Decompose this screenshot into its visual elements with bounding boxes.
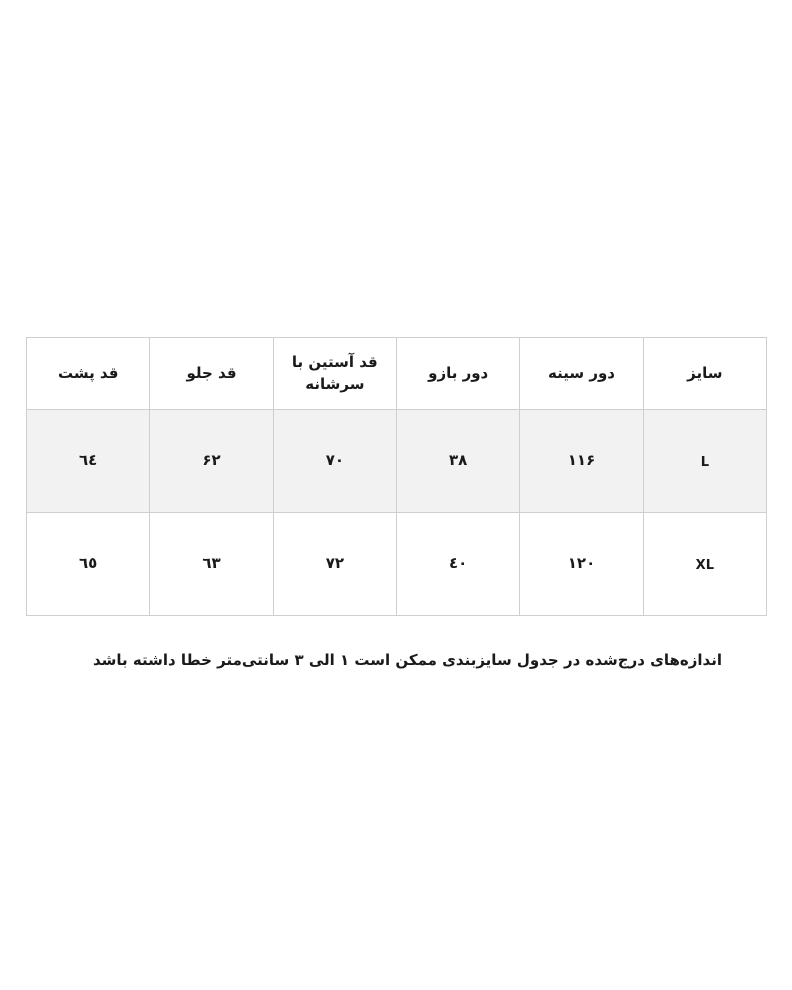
header-chest: دور سینه bbox=[520, 338, 643, 410]
cell-size: XL bbox=[643, 513, 766, 616]
cell-front-length: ۶۲ bbox=[150, 410, 273, 513]
size-chart-table bbox=[26, 337, 767, 616]
size-tolerance-note: اندازه‌های درج‌شده در جدول سایزبندی ممکن است ۱ الی ۳ سانتی‌متر خطا داشته باشد bbox=[92, 651, 722, 669]
header-front-length: قد جلو bbox=[150, 338, 273, 410]
table-header-row bbox=[27, 338, 767, 410]
cell-back-length: ٦٥ bbox=[27, 513, 150, 616]
header-sleeve-length: قد آستین با سرشانه bbox=[273, 338, 396, 410]
cell-front-length: ٦۳ bbox=[150, 513, 273, 616]
cell-sleeve-length: ۷۰ bbox=[273, 410, 396, 513]
header-size: سایز bbox=[643, 338, 766, 410]
header-back-length: قد پشت bbox=[27, 338, 150, 410]
table-row bbox=[27, 513, 767, 616]
cell-arm: ۳۸ bbox=[397, 410, 520, 513]
header-arm: دور بازو bbox=[397, 338, 520, 410]
cell-size: L bbox=[643, 410, 766, 513]
cell-back-length: ٦٤ bbox=[27, 410, 150, 513]
cell-chest: ۱۱۶ bbox=[520, 410, 643, 513]
table-row bbox=[27, 410, 767, 513]
cell-arm: ٤۰ bbox=[397, 513, 520, 616]
cell-sleeve-length: ۷۲ bbox=[273, 513, 396, 616]
cell-chest: ۱۲۰ bbox=[520, 513, 643, 616]
